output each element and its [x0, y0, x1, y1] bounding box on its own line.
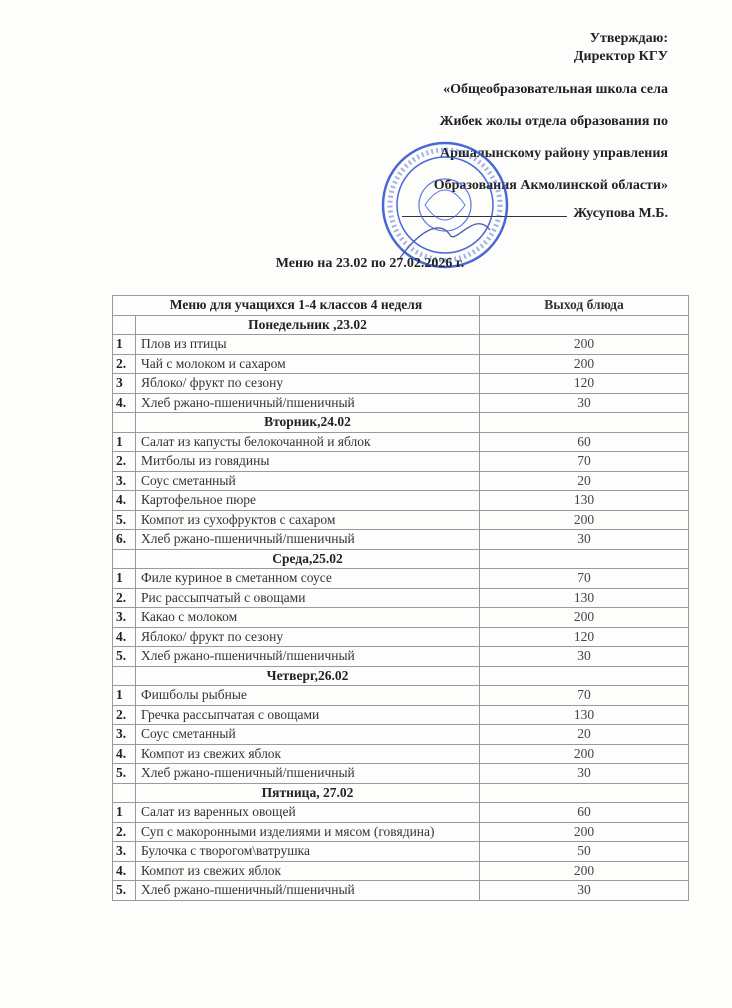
day-name: Понедельник ,23.02 [136, 315, 480, 335]
approval-label: Утверждаю: [589, 31, 668, 46]
dish-name: Салат из капусты белокочанной и яблок [136, 432, 480, 452]
item-number: 5. [113, 881, 136, 901]
item-number: 4. [113, 744, 136, 764]
day-output-cell [480, 413, 689, 433]
item-number: 2. [113, 822, 136, 842]
table-row [113, 803, 689, 823]
dish-name: Яблоко/ фрукт по сезону [136, 374, 480, 394]
approval-org-line: Аршалынскому району управления [440, 146, 668, 161]
day-output-cell [480, 666, 689, 686]
header-menu: Меню для учащихся 1-4 классов 4 неделя [113, 296, 480, 316]
page-title: Меню на 23.02 по 27.02.2026 г. [275, 256, 465, 271]
item-number: 6. [113, 530, 136, 550]
dish-name: Хлеб ржано-пшеничный/пшеничный [136, 393, 480, 413]
dish-output: 70 [480, 569, 689, 589]
dish-output: 70 [480, 452, 689, 472]
dish-name: Митболы из говядины [136, 452, 480, 472]
dish-output: 200 [480, 354, 689, 374]
day-row [113, 783, 689, 803]
dish-output: 60 [480, 803, 689, 823]
item-number: 3. [113, 608, 136, 628]
item-number: 5. [113, 764, 136, 784]
approval-org-line: Жибек жолы отдела образования по [439, 114, 668, 129]
table-row [113, 354, 689, 374]
table-row [113, 374, 689, 394]
item-number: 5. [113, 510, 136, 530]
table-row [113, 491, 689, 511]
header-output: Выход блюда [480, 296, 689, 316]
dish-name: Хлеб ржано-пшеничный/пшеничный [136, 647, 480, 667]
table-row [113, 725, 689, 745]
dish-output: 200 [480, 608, 689, 628]
dish-output: 30 [480, 530, 689, 550]
item-number: 4. [113, 627, 136, 647]
table-row [113, 588, 689, 608]
dish-output: 200 [480, 744, 689, 764]
dish-output: 130 [480, 705, 689, 725]
dish-name: Хлеб ржано-пшеничный/пшеничный [136, 530, 480, 550]
table-row [113, 744, 689, 764]
approval-org-line: Образования Акмолинской области» [433, 178, 668, 193]
dish-name: Компот из свежих яблок [136, 861, 480, 881]
table-row [113, 861, 689, 881]
item-number: 4. [113, 861, 136, 881]
table-row [113, 705, 689, 725]
day-output-cell [480, 783, 689, 803]
dish-output: 120 [480, 627, 689, 647]
dish-output: 200 [480, 861, 689, 881]
day-num-cell [113, 666, 136, 686]
dish-output: 30 [480, 647, 689, 667]
item-number: 2. [113, 588, 136, 608]
item-number: 5. [113, 647, 136, 667]
table-row [113, 335, 689, 355]
dish-output: 200 [480, 335, 689, 355]
dish-name: Соус сметанный [136, 725, 480, 745]
day-row [113, 315, 689, 335]
day-name: Среда,25.02 [136, 549, 480, 569]
item-number: 4. [113, 491, 136, 511]
day-output-cell [480, 315, 689, 335]
dish-name: Плов из птицы [136, 335, 480, 355]
table-row [113, 881, 689, 901]
dish-name: Филе куриное в сметанном соусе [136, 569, 480, 589]
dish-name: Хлеб ржано-пшеничный/пшеничный [136, 764, 480, 784]
dish-name: Какао с молоком [136, 608, 480, 628]
day-row [113, 666, 689, 686]
dish-name: Фишболы рыбные [136, 686, 480, 706]
item-number: 3 [113, 374, 136, 394]
table-row [113, 471, 689, 491]
table-row [113, 608, 689, 628]
dish-output: 30 [480, 881, 689, 901]
dish-output: 50 [480, 842, 689, 862]
table-row [113, 432, 689, 452]
table-row [113, 627, 689, 647]
item-number: 2. [113, 354, 136, 374]
item-number: 2. [113, 452, 136, 472]
dish-output: 60 [480, 432, 689, 452]
approval-org-line: «Общеобразовательная школа села [443, 82, 668, 97]
dish-name: Компот из сухофруктов с сахаром [136, 510, 480, 530]
day-num-cell [113, 413, 136, 433]
day-num-cell [113, 549, 136, 569]
dish-output: 130 [480, 491, 689, 511]
dish-output: 20 [480, 471, 689, 491]
dish-name: Салат из варенных овощей [136, 803, 480, 823]
official-stamp [380, 140, 510, 270]
table-row [113, 510, 689, 530]
day-output-cell [480, 549, 689, 569]
dish-name: Компот из свежих яблок [136, 744, 480, 764]
day-name: Вторник,24.02 [136, 413, 480, 433]
table-row [113, 530, 689, 550]
item-number: 1 [113, 803, 136, 823]
dish-output: 120 [480, 374, 689, 394]
item-number: 3. [113, 725, 136, 745]
dish-output: 20 [480, 725, 689, 745]
dish-output: 30 [480, 393, 689, 413]
dish-name: Хлеб ржано-пшеничный/пшеничный [136, 881, 480, 901]
dish-name: Картофельное пюре [136, 491, 480, 511]
dish-name: Булочка с творогом\ватрушка [136, 842, 480, 862]
dish-output: 30 [480, 764, 689, 784]
item-number: 4. [113, 393, 136, 413]
table-row [113, 764, 689, 784]
dish-name: Чай с молоком и сахаром [136, 354, 480, 374]
table-row [113, 452, 689, 472]
item-number: 1 [113, 686, 136, 706]
table-row [113, 393, 689, 413]
table-row [113, 647, 689, 667]
item-number: 1 [113, 432, 136, 452]
dish-output: 200 [480, 510, 689, 530]
dish-name: Рис рассыпчатый с овощами [136, 588, 480, 608]
dish-output: 130 [480, 588, 689, 608]
day-row [113, 413, 689, 433]
day-name: Пятница, 27.02 [136, 783, 480, 803]
dish-name: Гречка рассыпчатая с овощами [136, 705, 480, 725]
dish-output: 200 [480, 822, 689, 842]
day-num-cell [113, 315, 136, 335]
table-row [113, 569, 689, 589]
signatory-name: Жусупова М.Б. [573, 206, 668, 221]
dish-name: Соус сметанный [136, 471, 480, 491]
item-number: 3. [113, 471, 136, 491]
item-number: 3. [113, 842, 136, 862]
day-num-cell [113, 783, 136, 803]
day-row [113, 549, 689, 569]
table-row [113, 822, 689, 842]
item-number: 2. [113, 705, 136, 725]
table-row [113, 842, 689, 862]
table-header-row [113, 296, 689, 316]
menu-table [112, 295, 689, 901]
dish-name: Яблоко/ фрукт по сезону [136, 627, 480, 647]
table-row [113, 686, 689, 706]
item-number: 1 [113, 335, 136, 355]
dish-name: Суп с макоронными изделиями и мясом (говядина) [136, 822, 480, 842]
item-number: 1 [113, 569, 136, 589]
dish-output: 70 [480, 686, 689, 706]
day-name: Четверг,26.02 [136, 666, 480, 686]
approval-position: Директор КГУ [573, 49, 668, 64]
